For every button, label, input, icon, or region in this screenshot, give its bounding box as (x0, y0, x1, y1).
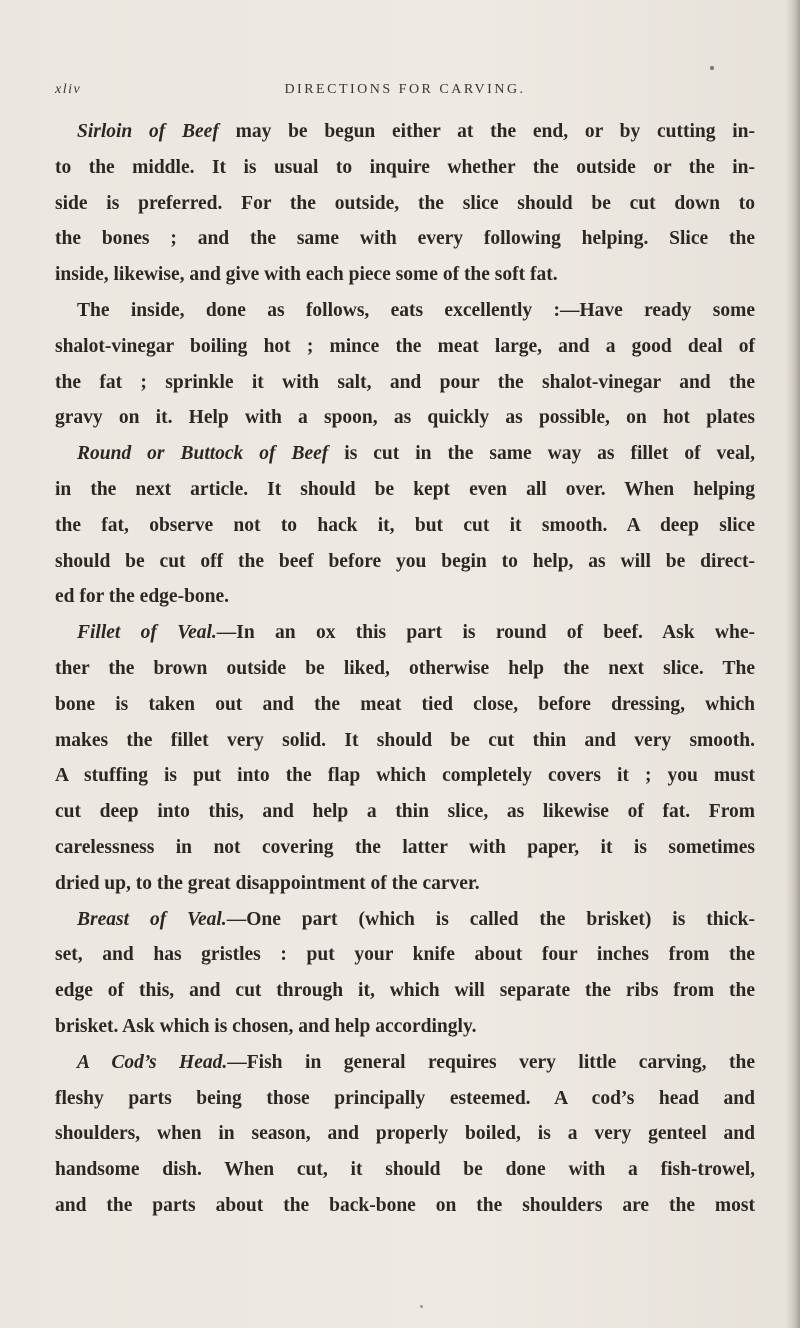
line-text: bone is taken out and the meat tied close, before dressing, which (55, 693, 755, 715)
text-line (55, 1188, 755, 1224)
line-text: to the middle. It is usual to inquire whether the outside or the in- (55, 156, 755, 178)
section-heading: Breast of Veal. (77, 908, 227, 930)
page-number: xliv (55, 82, 82, 97)
text-line (55, 1152, 755, 1188)
line-text: set, and has gristles : put your knife about four inches from the (55, 944, 755, 966)
line-text: inside, likewise, and give with each piece some of the soft fat. (55, 264, 558, 286)
text-line (55, 794, 755, 830)
text-line (55, 1045, 755, 1081)
text-line (55, 723, 755, 759)
section-heading: A Cod’s Head. (77, 1051, 228, 1073)
page-header (55, 82, 745, 104)
body-text (55, 114, 755, 1224)
line-text: the bones ; and the same with every following helping. Slice the (55, 228, 755, 250)
text-line (55, 114, 755, 150)
text-line (55, 1081, 755, 1117)
text-line (55, 365, 755, 401)
line-text: —One part (which is called the brisket) is thick- (226, 908, 755, 930)
text-line (55, 758, 755, 794)
line-text: ed for the edge-bone. (55, 586, 230, 608)
line-text: in the next article. It should be kept even all over. When helping (55, 478, 755, 500)
line-text: —In an ox this part is round of beef. Ask whe- (216, 622, 755, 644)
text-line (55, 508, 755, 544)
text-line (55, 866, 755, 902)
line-text: handsome dish. When cut, it should be done with a fish-trowel, (55, 1159, 755, 1181)
line-text: makes the fillet very solid. It should be cut thin and very smooth. (55, 729, 755, 751)
section-heading: Fillet of Veal. (77, 622, 217, 644)
line-text: the fat, observe not to hack it, but cut it smooth. A deep slice (55, 514, 755, 536)
line-text: shalot-vinegar boiling hot ; mince the meat large, and a good deal of (55, 335, 755, 357)
text-line (55, 1116, 755, 1152)
text-line (55, 937, 755, 973)
running-head: DIRECTIONS FOR CARVING. (284, 82, 526, 97)
text-line (55, 472, 755, 508)
line-text: brisket. Ask which is chosen, and help accordingly. (55, 1015, 477, 1037)
text-line (55, 830, 755, 866)
line-text: The inside, done as follows, eats excellently :—Have ready some (77, 299, 755, 321)
line-text: edge of this, and cut through it, which will separate the ribs from the (55, 980, 755, 1002)
line-text: side is preferred. For the outside, the slice should be cut down to (55, 192, 755, 214)
text-line (55, 687, 755, 723)
text-line (55, 902, 755, 938)
text-line (55, 579, 755, 615)
print-speck (420, 1305, 423, 1308)
text-line (55, 186, 755, 222)
text-line (55, 651, 755, 687)
text-line (55, 150, 755, 186)
line-text: fleshy parts being those principally esteemed. A cod’s head and (55, 1087, 755, 1109)
section-heading: Sirloin of Beef (77, 121, 219, 142)
text-line (55, 257, 755, 293)
text-line (55, 329, 755, 365)
line-text: —Fish in general requires very little carving, the (227, 1051, 755, 1073)
text-line (55, 221, 755, 257)
line-text: is cut in the same way as fillet of veal, (328, 443, 755, 465)
text-line (55, 973, 755, 1009)
line-text: should be cut off the beef before you begin to help, as will be direct- (55, 550, 755, 572)
line-text: may be begun either at the end, or by cutting in- (218, 121, 755, 142)
text-line (55, 1009, 755, 1045)
text-line (55, 615, 755, 651)
text-line (55, 436, 755, 472)
text-line (55, 293, 755, 329)
line-text: dried up, to the great disappointment of the carver. (55, 872, 480, 894)
line-text: A stuffing is put into the flap which completely covers it ; you must (55, 765, 755, 787)
text-line (55, 544, 755, 580)
section-heading: Round or Buttock of Beef (77, 443, 329, 465)
line-text: gravy on it. Help with a spoon, as quickly as possible, on hot plates (55, 407, 755, 429)
line-text: ther the brown outside be liked, otherwise help the next slice. The (55, 657, 755, 679)
print-speck (710, 66, 714, 70)
line-text: the fat ; sprinkle it with salt, and pour the shalot-vinegar and the (55, 371, 755, 393)
line-text: shoulders, when in season, and properly boiled, is a very genteel and (55, 1123, 755, 1145)
line-text: and the parts about the back-bone on the shoulders are the most (55, 1194, 755, 1216)
line-text: carelessness in not covering the latter with paper, it is sometimes (55, 836, 755, 858)
text-line (55, 400, 755, 436)
line-text: cut deep into this, and help a thin slice, as likewise of fat. From (55, 801, 755, 823)
page-edge-shadow (786, 0, 800, 1328)
